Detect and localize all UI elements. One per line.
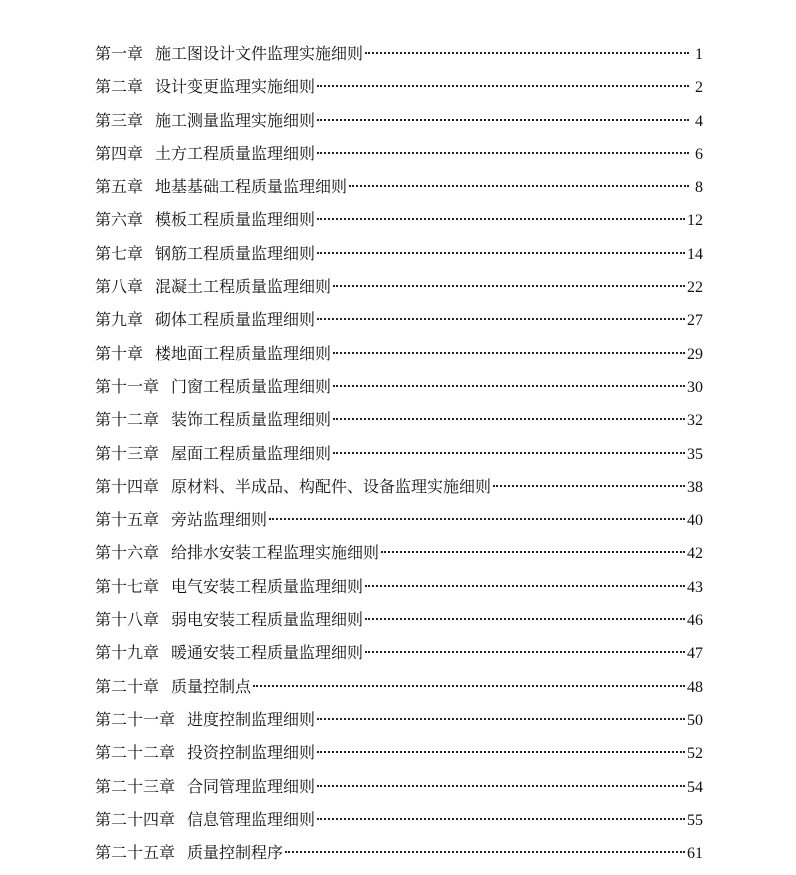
toc-chapter-title: 电气安装工程质量监理细则 — [171, 576, 364, 596]
toc-entry[interactable] — [95, 836, 703, 869]
toc-entry[interactable] — [95, 803, 703, 836]
toc-chapter-number: 第十二章 — [95, 410, 160, 430]
toc-dot-leader — [365, 52, 689, 54]
toc-chapter-number: 第二十四章 — [95, 809, 176, 829]
toc-entry[interactable] — [95, 37, 703, 70]
toc-chapter-number: 第九章 — [95, 310, 144, 330]
toc-chapter-title: 进度控制监理细则 — [187, 709, 316, 729]
toc-page-number: 14 — [687, 245, 703, 263]
toc-chapter-title: 暖通安装工程质量监理细则 — [171, 643, 364, 663]
toc-page-number: 22 — [687, 279, 703, 297]
toc-page-number: 42 — [687, 545, 703, 563]
toc-chapter-title: 钢筋工程质量监理细则 — [155, 243, 316, 263]
toc-chapter-number: 第三章 — [95, 110, 144, 130]
toc-entry[interactable] — [95, 303, 703, 336]
toc-chapter-number: 第二十三章 — [95, 776, 176, 796]
toc-entry[interactable] — [95, 203, 703, 236]
toc-chapter-title: 信息管理监理细则 — [187, 809, 316, 829]
toc-chapter-number: 第六章 — [95, 210, 144, 230]
toc-page-number: 61 — [687, 845, 703, 863]
toc-chapter-title: 合同管理监理细则 — [187, 776, 316, 796]
toc-chapter-number: 第二十五章 — [95, 843, 176, 863]
toc-chapter-title: 施工图设计文件监理实施细则 — [155, 44, 364, 63]
toc-entry[interactable] — [95, 736, 703, 769]
toc-chapter-title: 屋面工程质量监理细则 — [171, 443, 332, 463]
toc-chapter-title: 给排水安装工程监理实施细则 — [171, 543, 380, 563]
toc-chapter-title: 门窗工程质量监理细则 — [171, 376, 332, 396]
toc-chapter-number: 第四章 — [95, 143, 144, 163]
toc-chapter-number: 第十五章 — [95, 510, 160, 530]
toc-dot-leader — [317, 252, 685, 254]
toc-chapter-number: 第一章 — [95, 44, 144, 63]
toc-chapter-number: 第十八章 — [95, 610, 160, 630]
toc-chapter-title: 楼地面工程质量监理细则 — [155, 343, 332, 363]
toc-page-number: 27 — [687, 312, 703, 330]
toc-page-number: 40 — [687, 512, 703, 530]
toc-dot-leader — [333, 285, 685, 287]
toc-dot-leader — [493, 485, 685, 487]
toc-dot-leader — [317, 718, 685, 720]
toc-dot-leader — [333, 385, 685, 387]
toc-chapter-number: 第八章 — [95, 277, 144, 297]
toc-chapter-title: 装饰工程质量监理细则 — [171, 410, 332, 430]
toc-page-number: 30 — [687, 378, 703, 396]
toc-dot-leader — [365, 618, 685, 620]
toc-dot-leader — [269, 518, 685, 520]
toc-entry[interactable] — [95, 237, 703, 270]
toc-dot-leader — [333, 418, 685, 420]
toc-entry[interactable] — [95, 270, 703, 303]
toc-entry[interactable] — [95, 570, 703, 603]
toc-chapter-title: 质量控制程序 — [187, 843, 284, 863]
toc-entry[interactable] — [95, 636, 703, 669]
toc-page-number: 35 — [687, 445, 703, 463]
toc-entry[interactable] — [95, 437, 703, 470]
toc-page-number: 55 — [687, 811, 703, 829]
toc-page-number: 50 — [687, 711, 703, 729]
toc-chapter-number: 第十六章 — [95, 543, 160, 563]
toc-chapter-number: 第十一章 — [95, 376, 160, 396]
toc-entry[interactable] — [95, 603, 703, 636]
toc-chapter-title: 投资控制监理细则 — [187, 743, 316, 763]
toc-chapter-title: 旁站监理细则 — [171, 510, 268, 530]
toc-entry[interactable] — [95, 370, 703, 403]
toc-chapter-title: 原材料、半成品、构配件、设备监理实施细则 — [171, 476, 492, 496]
toc-chapter-title: 弱电安装工程质量监理细则 — [171, 610, 364, 630]
toc-entry[interactable] — [95, 170, 703, 203]
toc-chapter-title: 设计变更监理实施细则 — [155, 77, 316, 97]
toc-entry[interactable] — [95, 670, 703, 703]
toc-chapter-title: 质量控制点 — [171, 676, 252, 696]
toc-dot-leader — [317, 85, 689, 87]
toc-dot-leader — [381, 551, 685, 553]
toc-dot-leader — [317, 751, 685, 753]
toc-page-number: 38 — [687, 478, 703, 496]
toc-page-number: 54 — [687, 778, 703, 796]
toc-page-number: 48 — [687, 678, 703, 696]
toc-chapter-number: 第十三章 — [95, 443, 160, 463]
toc-page-number: 43 — [687, 578, 703, 596]
toc-entry[interactable] — [95, 403, 703, 436]
toc-entry[interactable] — [95, 770, 703, 803]
toc-dot-leader — [365, 585, 685, 587]
toc-entry[interactable] — [95, 70, 703, 103]
toc-dot-leader — [317, 119, 689, 121]
toc-chapter-number: 第十四章 — [95, 476, 160, 496]
toc-dot-leader — [317, 785, 685, 787]
toc-chapter-title: 模板工程质量监理细则 — [155, 210, 316, 230]
toc-chapter-number: 第十章 — [95, 343, 144, 363]
toc-page-number: 12 — [687, 212, 703, 230]
toc-dot-leader — [285, 851, 685, 853]
toc-chapter-title: 砌体工程质量监理细则 — [155, 310, 316, 330]
toc-page-number: 1 — [695, 46, 703, 63]
toc-dot-leader — [365, 651, 685, 653]
toc-entry[interactable] — [95, 503, 703, 536]
toc-page-number: 32 — [687, 412, 703, 430]
toc-chapter-number: 第二章 — [95, 77, 144, 97]
toc-dot-leader — [317, 218, 685, 220]
toc-page-number: 47 — [687, 645, 703, 663]
toc-page-number: 29 — [687, 345, 703, 363]
toc-entry[interactable] — [95, 536, 703, 569]
toc-entry[interactable] — [95, 104, 703, 137]
toc-chapter-number: 第十七章 — [95, 576, 160, 596]
table-of-contents — [95, 37, 703, 869]
toc-page-number: 8 — [695, 179, 703, 197]
toc-chapter-number: 第十九章 — [95, 643, 160, 663]
toc-chapter-title: 地基基础工程质量监理细则 — [155, 177, 348, 197]
toc-chapter-number: 第二十章 — [95, 676, 160, 696]
toc-entry[interactable] — [95, 470, 703, 503]
toc-page-number: 4 — [695, 112, 703, 130]
toc-entry[interactable] — [95, 703, 703, 736]
toc-page-number: 52 — [687, 745, 703, 763]
toc-dot-leader — [333, 452, 685, 454]
toc-dot-leader — [317, 818, 685, 820]
toc-page-number: 46 — [687, 612, 703, 630]
toc-dot-leader — [317, 152, 689, 154]
toc-entry[interactable] — [95, 337, 703, 370]
toc-dot-leader — [349, 185, 689, 187]
toc-page-number: 2 — [695, 79, 703, 97]
toc-dot-leader — [253, 685, 685, 687]
toc-dot-leader — [333, 352, 685, 354]
toc-entry[interactable] — [95, 137, 703, 170]
toc-chapter-number: 第七章 — [95, 243, 144, 263]
toc-chapter-number: 第二十二章 — [95, 743, 176, 763]
toc-chapter-number: 第五章 — [95, 177, 144, 197]
toc-chapter-title: 土方工程质量监理细则 — [155, 143, 316, 163]
toc-chapter-number: 第二十一章 — [95, 709, 176, 729]
toc-chapter-title: 混凝土工程质量监理细则 — [155, 277, 332, 297]
toc-page-number: 6 — [695, 145, 703, 163]
toc-dot-leader — [317, 318, 685, 320]
toc-chapter-title: 施工测量监理实施细则 — [155, 110, 316, 130]
